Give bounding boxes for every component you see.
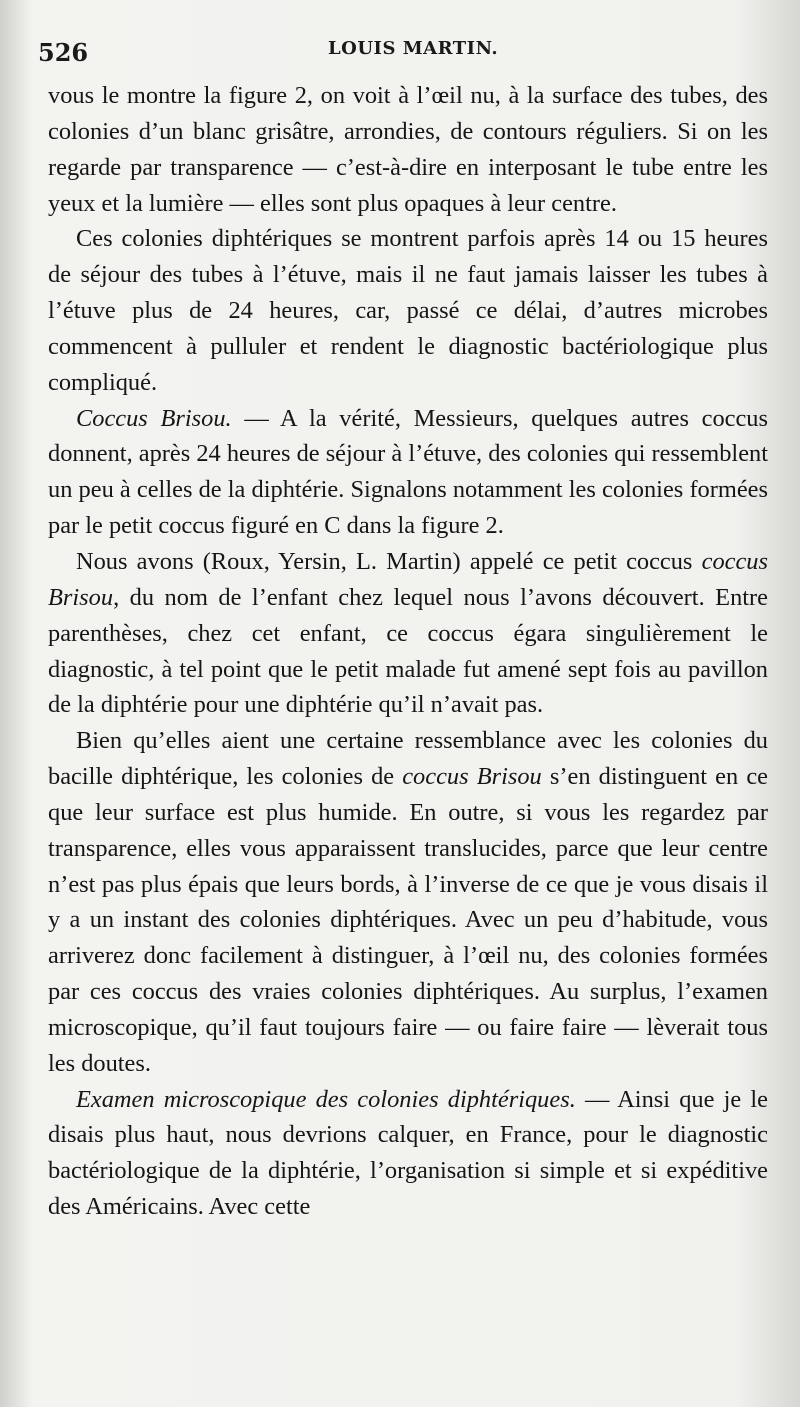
section-heading-italic: Coccus Brisou. (76, 404, 232, 432)
paragraph-distinction (48, 723, 768, 1081)
paragraph-text: — Ainsi que je le disais plus haut, nous devrions calquer, en France, pour le diagnostic bactériologique de la diphtérie, l’organisation si simple et si expéditive des Américains. Avec cette (48, 1085, 768, 1221)
body-text (48, 78, 768, 1225)
page-number: 526 (38, 38, 89, 67)
paragraph-examen-microscopique (48, 1082, 768, 1225)
paragraph-text: vous le montre la figure 2, on voit à l’œil nu, à la surface des tubes, des colonies d’un blanc grisâtre, arrondies, de contours réguliers. Si on les regarde par transparence — c’est-à-dire en interposant le tube entre les yeux et la lumière — elles sont plus opaques à leur centre. (48, 82, 768, 217)
paragraph-text: Ces colonies diphtériques se montrent parfois après 14 ou 15 heures de séjour des tubes à l’étuve, mais il ne faut jamais laisser les tubes à l’étuve plus de 24 heures, car, passé ce délai, d’autres microbes commencent à pulluler et rendent le diagnostic bactériologique plus compliqué. (48, 225, 768, 396)
paragraph-colonies-diphteriques (48, 221, 768, 400)
italic-term: coccus Brisou (402, 763, 542, 791)
italic-term: coccus Brisou (48, 547, 768, 611)
paragraph-text: — A la vérité, Messieurs, quelques autres coccus donnent, après 24 heures de séjour à l’étuve, des colonies qui ressemblent un peu à celles de la diphtérie. Signalons notamment les colonies formées par le petit coccus figuré en C dans la figure 2. (48, 404, 768, 540)
section-heading-italic: Examen microscopique des colonies diphtériques. (76, 1085, 576, 1113)
paragraph-coccus-brisou (48, 401, 768, 544)
paragraph-naming (48, 544, 768, 723)
paragraph-text: s’en distinguent en ce que leur surface est plus humide. En outre, si vous les regardez par transparence, elles vous apparaissent translucides, parce que leur centre n’est pas plus épais que leurs bords, à l’inverse de ce que je vous disais il y a un instant des colonies diphtériques. Avec un peu d’habitude, vous arriverez donc facilement à distinguer, à l’œil nu, des colonies formées par ces coccus des vraies colonies diphtériques. Au surplus, l’examen microscopique, qu’il faut toujours faire — ou faire faire — lèverait tous les doutes. (48, 763, 768, 1077)
paragraph-text: Bien qu’elles aient une certaine ressemblance avec les colonies du bacille diphtérique, les colonies de (48, 727, 768, 791)
running-head: LOUIS MARTIN. (328, 38, 499, 59)
paragraph-text: Nous avons (Roux, Yersin, L. Martin) appelé ce petit coccus (76, 547, 702, 575)
paragraph-text: , du nom de l’enfant chez lequel nous l’avons découvert. Entre parenthèses, chez cet enfant, ce coccus égara singulièrement le diagnostic, à tel point que le petit malade fut amené sept fois au pavillon de la diphtérie pour une diphtérie qu’il n’avait pas. (48, 583, 768, 719)
paragraph-continuation (48, 78, 768, 221)
page-header (38, 30, 768, 70)
